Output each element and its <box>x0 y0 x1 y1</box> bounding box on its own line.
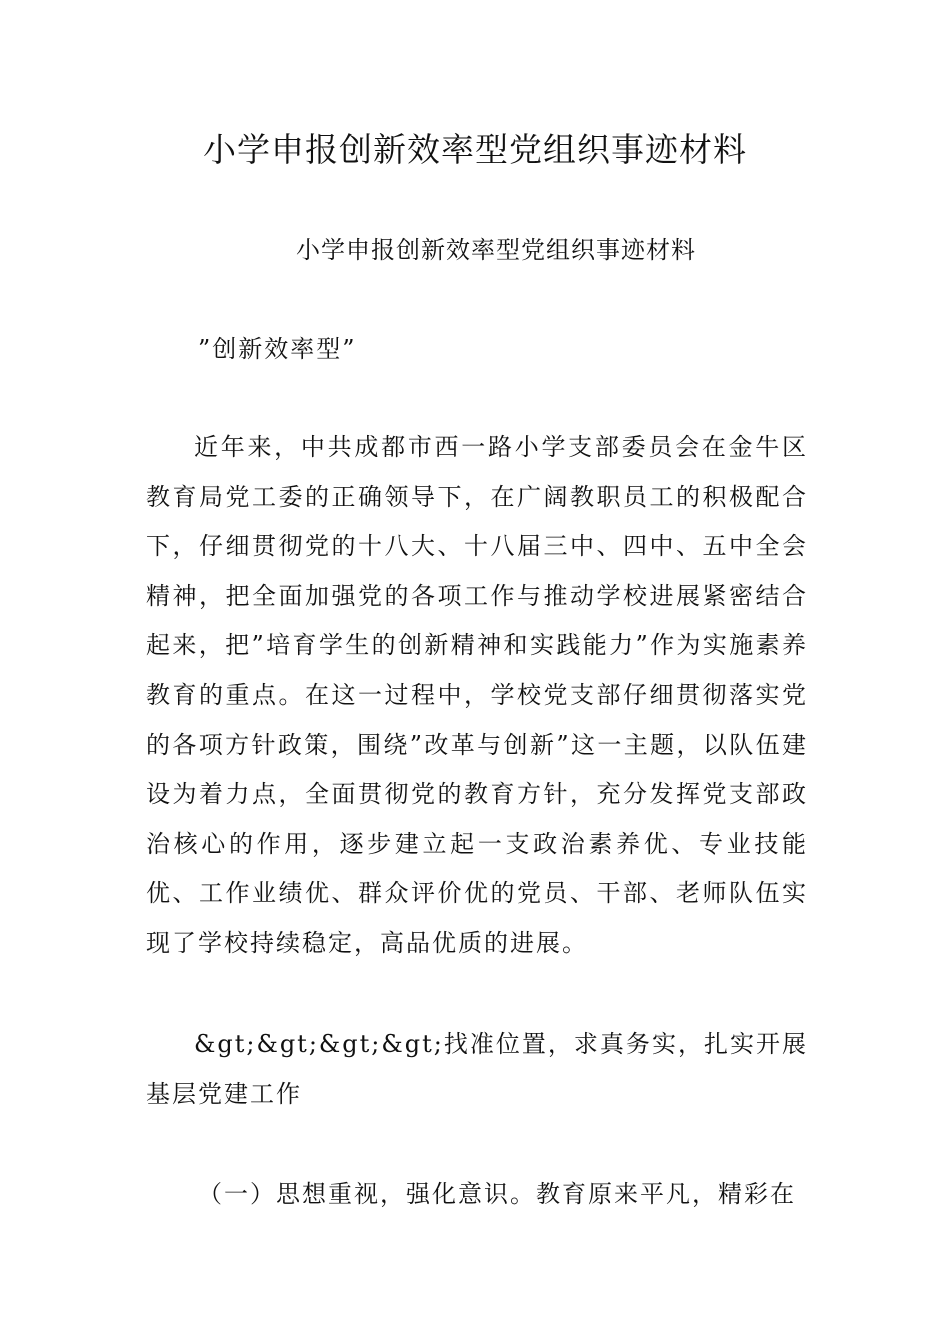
document-subtitle: 小学申报创新效率型党组织事迹材料 <box>296 236 696 264</box>
paragraph-subsection-1: （一）思想重视，强化意识。教育原来平凡，精彩在 <box>198 1180 796 1208</box>
paragraph-section-heading: &gt;&gt;&gt;&gt;找准位置，求真务实，扎实开展基层党建工作 <box>146 1030 808 1108</box>
document-title: 小学申报创新效率型党组织事迹材料 <box>203 130 747 169</box>
paragraph-intro: 近年来，中共成都市西一路小学支部委员会在金牛区教育局党工委的正确领导下，在广阔教职员工的积极配合下，仔细贯彻党的十八大、十八届三中、四中、五中全会精神，把全面加强党的各项工作与推动学校进展紧密结合起来，把”培育学生的创新精神和实践能力”作为实施素养教育的重点。在这一过程中，学校党支部仔细贯彻落实党的各项方针政策，围绕”改革与创新”这一主题，以队伍建设为着力点，全面贯彻党的教育方针，充分发挥党支部政治核心的作用，逐步建立起一支政治素养优、专业技能优、工作业绩优、群众评价优的党员、干部、老师队伍实现了学校持续稳定，高品优质的进展。 <box>146 433 808 957</box>
paragraph-quote: ”创新效率型” <box>198 335 357 363</box>
